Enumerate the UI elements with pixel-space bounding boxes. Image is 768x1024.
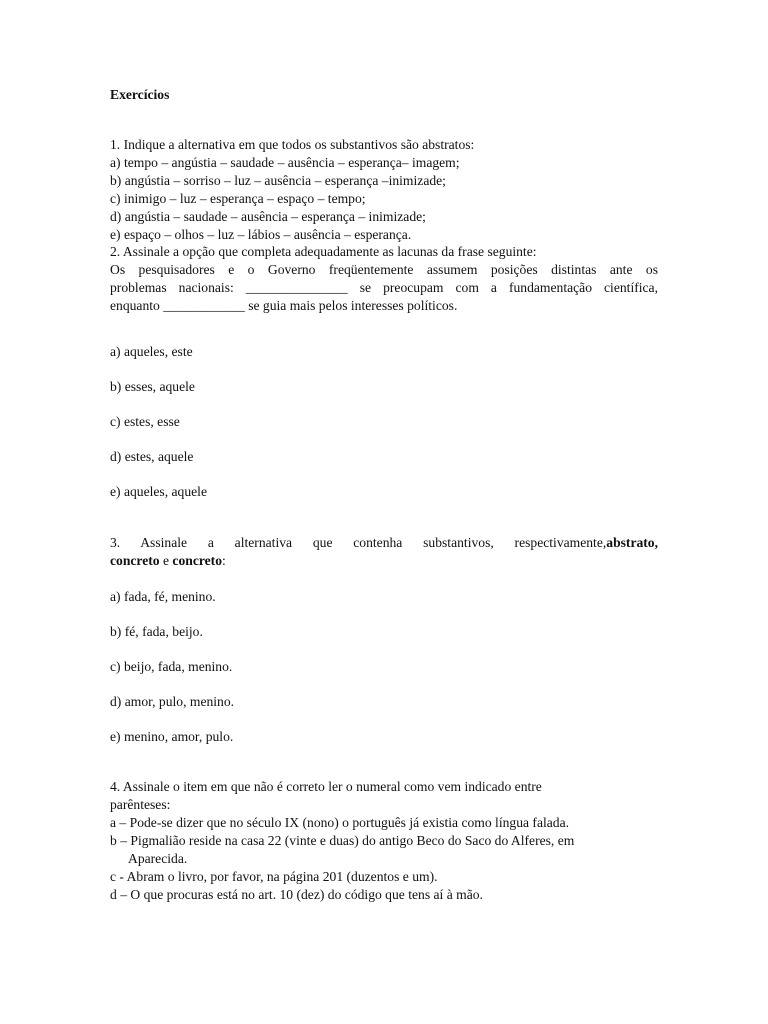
question-3-prompt-prefix: 3. Assinale a alternativa que contenha substantivos, respectivamente, [110, 535, 607, 550]
question-4-item-a: a – Pode-se dizer que no século IX (nono) o português já existia como língua falada. [110, 815, 570, 830]
question-3-bold-concreto-1: concreto [110, 553, 160, 568]
question-3-option-e: e) menino, amor, pulo. [110, 729, 234, 744]
question-3-option-a: a) fada, fé, menino. [110, 589, 216, 604]
question-4-item-d: d – O que procuras está no art. 10 (dez) do código que tens aí à mão. [110, 887, 483, 902]
question-3-colon: : [222, 553, 226, 568]
question-3-option-d: d) amor, pulo, menino. [110, 694, 235, 709]
question-1-option-e: e) espaço – olhos – luz – lábios – ausência – esperança. [110, 227, 412, 242]
question-2-option-a: a) aqueles, este [110, 344, 193, 359]
question-2-option-d: d) estes, aquele [110, 449, 194, 464]
question-2-text-line-2: problemas nacionais: _______________ se preocupam com a fundamentação científica, [110, 280, 658, 295]
question-1-prompt: 1. Indique a alternativa em que todos os substantivos são abstratos: [110, 137, 475, 152]
question-3-prompt-line-2 [110, 552, 658, 570]
question-3-bold-concreto-2: concreto [172, 553, 222, 568]
question-3-bold-abstrato: abstrato, [606, 535, 658, 550]
question-2-option-b: b) esses, aquele [110, 379, 195, 394]
question-3-option-b: b) fé, fada, beijo. [110, 624, 203, 639]
question-3-connector: e [159, 553, 173, 568]
question-1-option-d: d) angústia – saudade – ausência – esperança – inimizade; [110, 209, 426, 224]
question-4-item-c: c - Abram o livro, por favor, na página 201 (duzentos e um). [110, 869, 438, 884]
question-2-option-e: e) aqueles, aquele [110, 484, 207, 499]
question-2 [110, 243, 658, 315]
page-title: Exercícios [110, 87, 170, 102]
question-2-option-c: c) estes, esse [110, 414, 180, 429]
question-4-prompt-line-1: 4. Assinale o item em que não é correto ler o numeral como vem indicado entre [110, 779, 542, 794]
question-4 [110, 778, 658, 904]
question-4-prompt-line-2: parênteses: [110, 797, 171, 812]
question-4-item-b: b – Pigmalião reside na casa 22 (vinte e duas) do antigo Beco do Saco do Alferes, em [110, 833, 575, 848]
question-1-option-c: c) inimigo – luz – esperança – espaço – tempo; [110, 191, 366, 206]
question-3-prompt-line-1 [110, 534, 658, 552]
question-1-option-a: a) tempo – angústia – saudade – ausência – esperança– imagem; [110, 155, 460, 170]
question-2-text-line-3: enquanto ____________ se guia mais pelos interesses políticos. [110, 298, 458, 313]
question-2-text-line-1: Os pesquisadores e o Governo freqüentemente assumem posições distintas ante os [110, 262, 658, 277]
question-1-option-b: b) angústia – sorriso – luz – ausência – esperança –inimizade; [110, 173, 446, 188]
question-3-option-c: c) beijo, fada, menino. [110, 659, 233, 674]
question-1 [110, 136, 658, 244]
question-4-item-b-continuation: Aparecida. [128, 851, 188, 866]
question-2-prompt: 2. Assinale a opção que completa adequadamente as lacunas da frase seguinte: [110, 244, 537, 259]
question-3 [110, 534, 658, 570]
